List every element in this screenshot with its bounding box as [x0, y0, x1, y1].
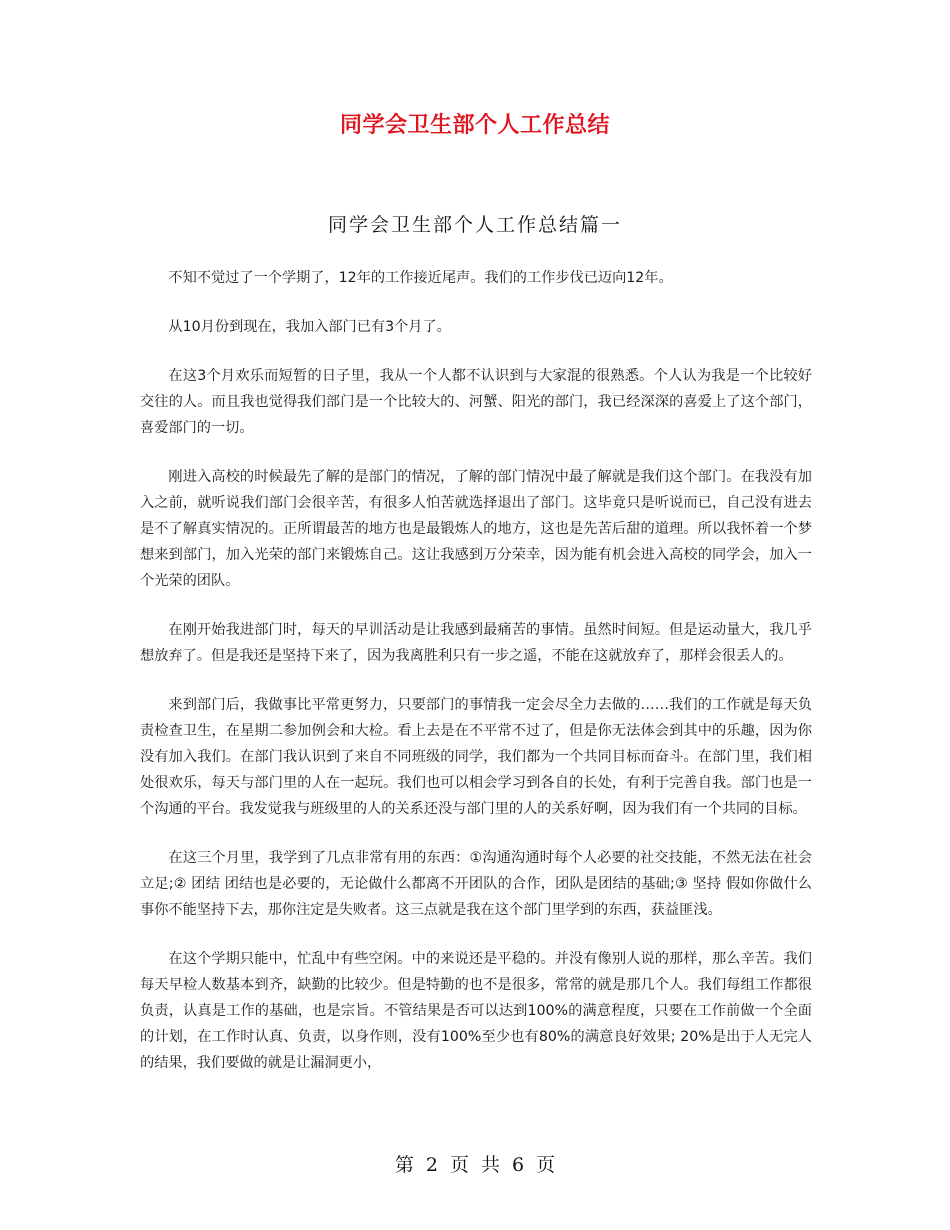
- paragraph: 在刚开始我进部门时，每天的早训活动是让我感到最痛苦的事情。虽然时间短。但是运动量大，我几乎想放弃了。但是我还是坚持下来了，因为我离胜利只有一步之遥，不能在这就放弃了，那样会很丢人的。: [140, 622, 812, 664]
- paragraph: 在这3个月欢乐而短暂的日子里，我从一个人都不认识到与大家混的很熟悉。个人认为我是一个比较好交往的人。而且我也觉得我们部门是一个比较大的、河蟹、阳光的部门，我已经深深的喜爱上了这个部门，喜爱部门的一切。: [140, 368, 812, 436]
- document-body: [140, 265, 812, 1099]
- section-title: 同学会卫生部个人工作总结篇一: [327, 214, 622, 236]
- paragraph: 从10月份到现在，我加入部门已有3个月了。: [168, 319, 451, 335]
- page-footer: 第 2 页 共 6 页: [394, 1154, 556, 1176]
- document-title: 同学会卫生部个人工作总结: [339, 113, 610, 138]
- paragraph: 在这三个月里，我学到了几点非常有用的东西：①沟通沟通时每个人必要的社交技能，不然无法在社会立足;② 团结 团结也是必要的，无论做什么都离不开团队的合作，团队是团结的基础;③ 坚持 假如你做什么事你不能坚持下去，那你注定是失败者。这三点就是我在这个部门里学到的东西，获益匪浅。: [140, 850, 812, 918]
- paragraph: 来到部门后，我做事比平常更努力，只要部门的事情我一定会尽全力去做的……我们的工作就是每天负责检查卫生，在星期二参加例会和大检。看上去是在不平常不过了，但是你无法体会到其中的乐趣，因为你没有加入我们。在部门我认识到了来自不同班级的同学，我们都为一个共同目标而奋斗。在部门里，我们相处很欢乐，每天与部门里的人在一起玩。我们也可以相会学习到各自的长处，有利于完善自我。部门也是一个沟通的平台。我发觉我与班级里的人的关系还没与部门里的人的关系好啊，因为我们有一个共同的目标。: [140, 697, 812, 817]
- paragraph: 在这个学期只能中，忙乱中有些空闲。中的来说还是平稳的。并没有像别人说的那样，那么辛苦。我们每天早检人数基本到齐，缺勤的比较少。但是特勤的也不是很多，常常的就是那几个人。我们每组工作都很负责，认真是工作的基础，也是宗旨。不管结果是否可以达到100%的满意程度，只要在工作前做一个全面的计划，在工作时认真、负责，以身作则，没有100%至少也有80%的满意良好效果; 20%是出于人无完人的结果，我们要做的就是让漏洞更小，: [140, 951, 812, 1071]
- paragraph: 不知不觉过了一个学期了，12年的工作接近尾声。我们的工作步伐已迈向12年。: [168, 270, 673, 286]
- paragraph: 刚进入高校的时候最先了解的是部门的情况，了解的部门情况中最了解就是我们这个部门。在我没有加入之前，就听说我们部门会很辛苦，有很多人怕苦就选择退出了部门。这毕竟只是听说而已，自己没有进去是不了解真实情况的。正所谓最苦的地方也是最锻炼人的地方，这也是先苦后甜的道理。所以我怀着一个梦想来到部门，加入光荣的部门来锻炼自己。这让我感到万分荣幸，因为能有机会进入高校的同学会，加入一个光荣的团队。: [140, 469, 812, 589]
